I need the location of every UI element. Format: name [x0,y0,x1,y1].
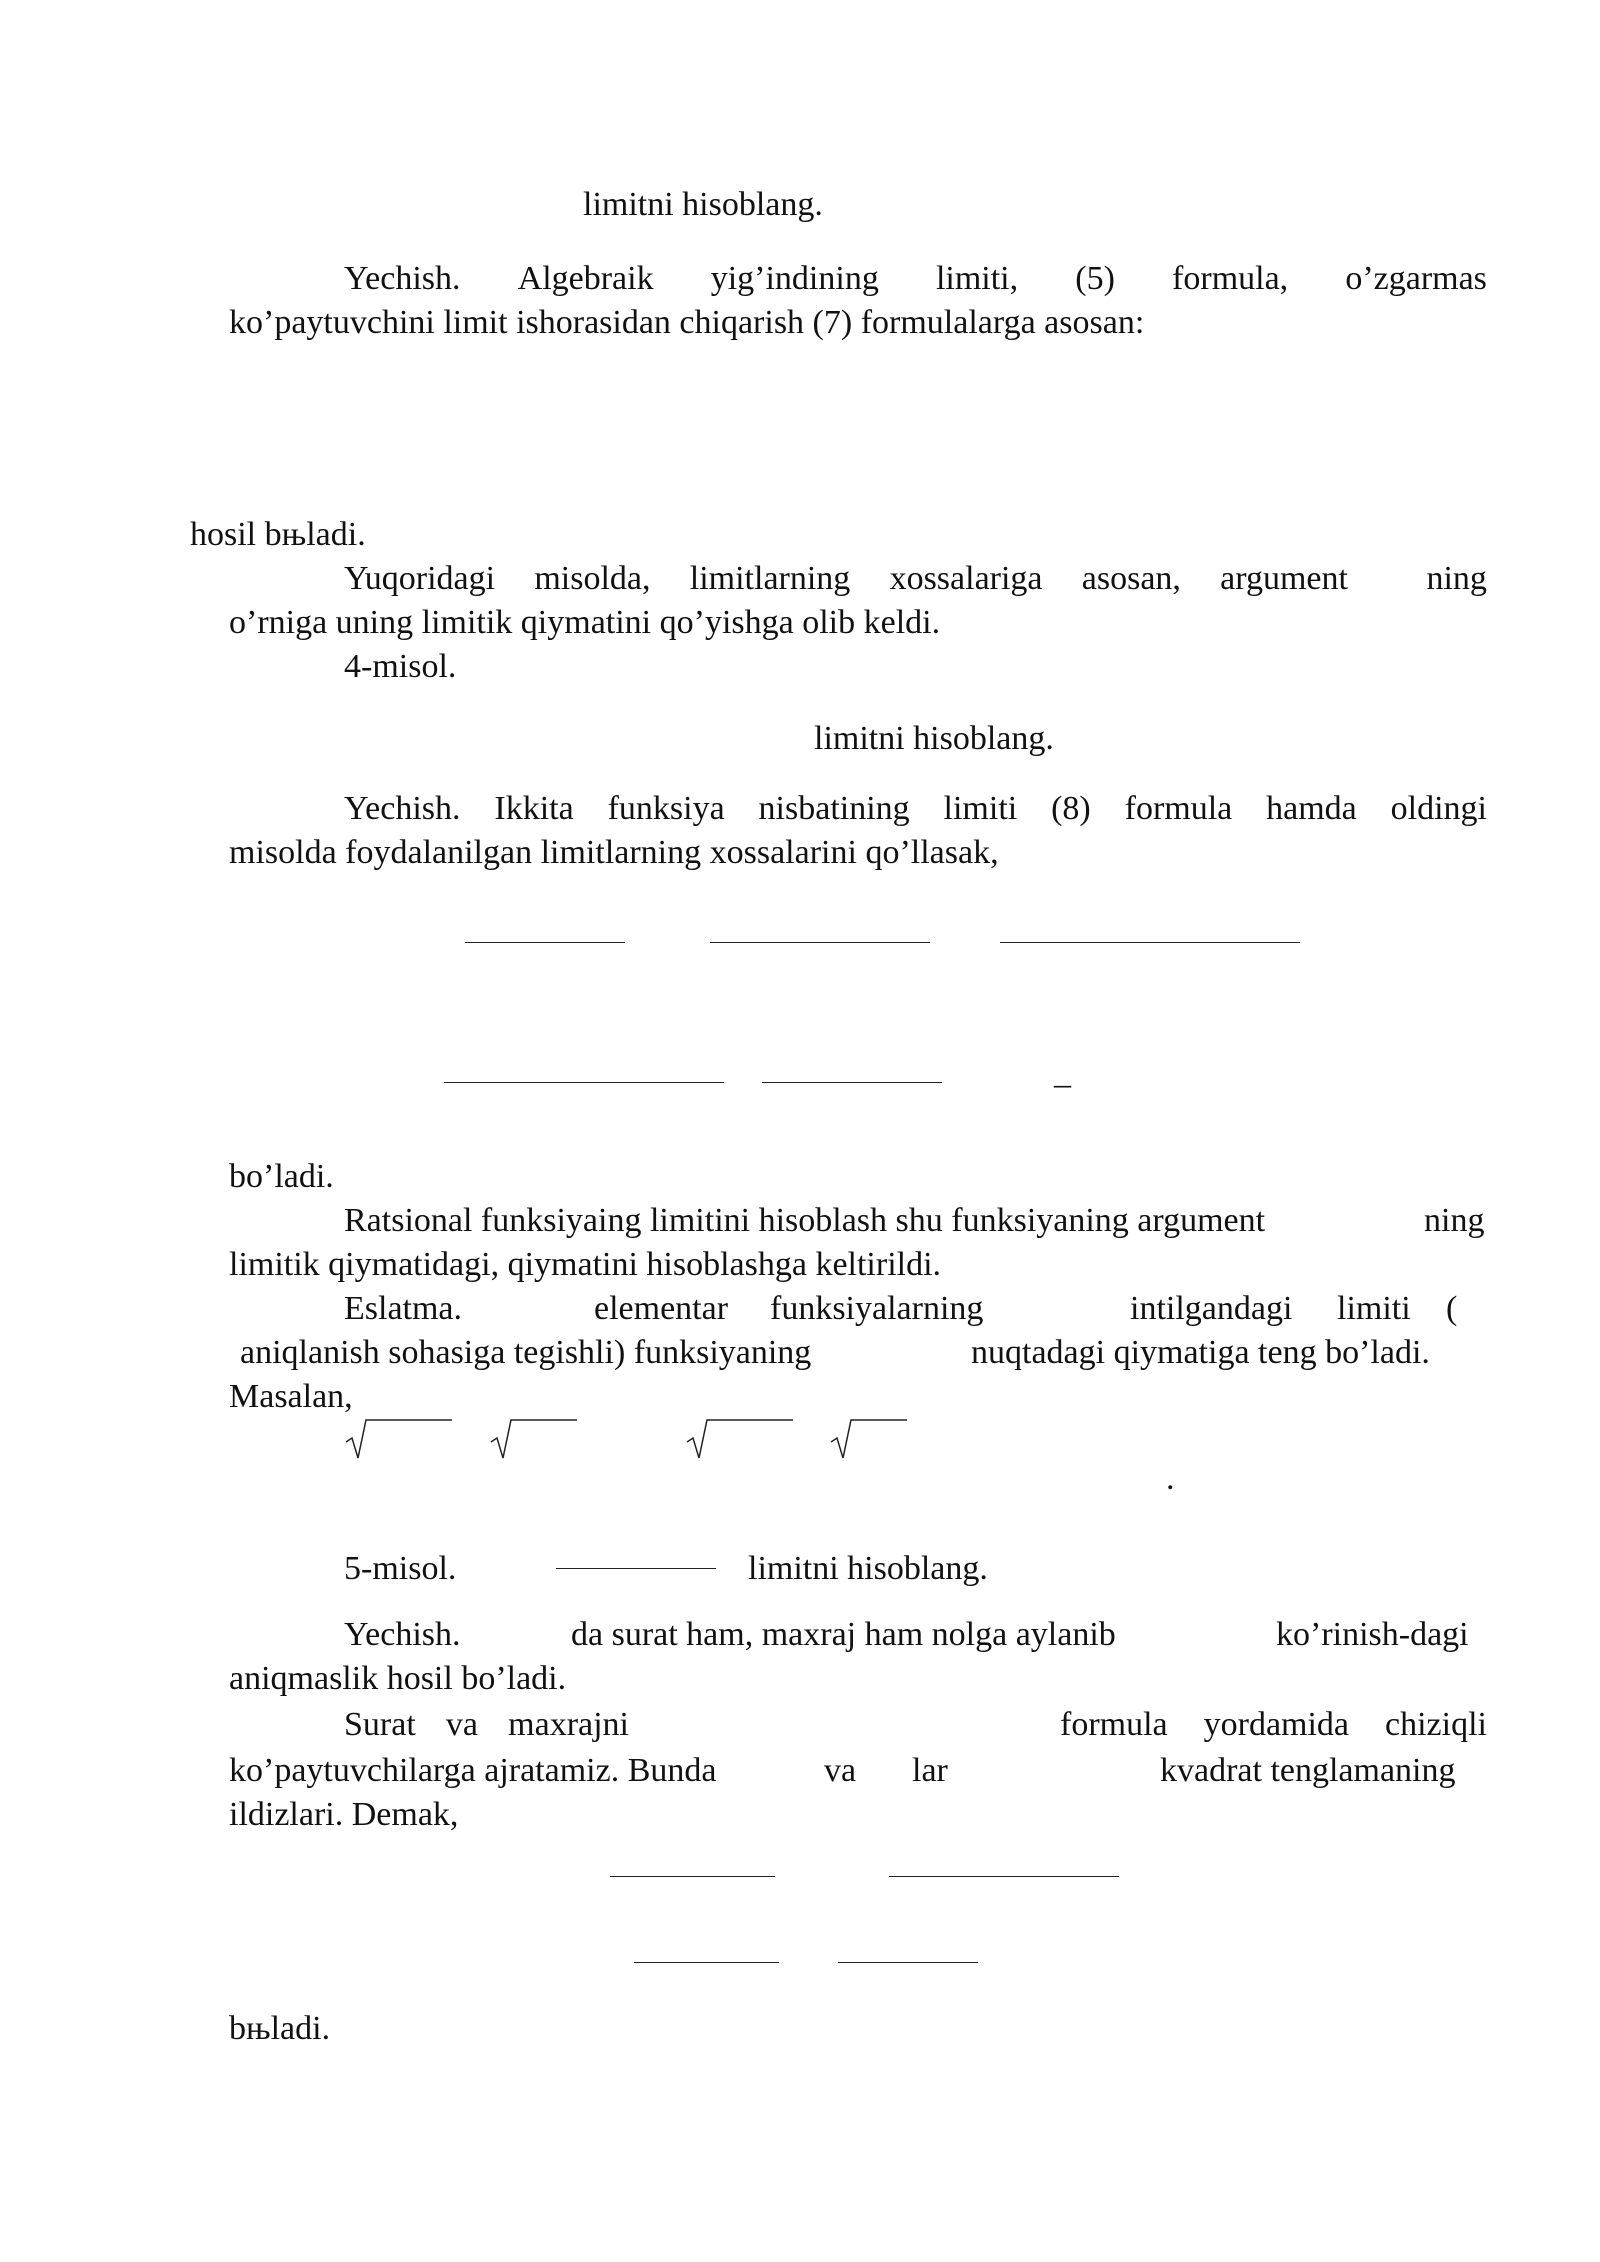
sqrt-symbol [344,1412,454,1462]
word: lar [912,1752,948,1789]
fraction-bar [889,1876,1119,1877]
word: ( [1446,1290,1458,1327]
word: elementar [594,1290,729,1327]
word: limiti [943,790,1018,827]
fraction-bar [444,1082,724,1083]
paragraph-yechish-3-end: ko’rinish-dagi [1276,1616,1469,1653]
paragraph-yechish-1-line1 [344,262,1487,296]
fraction-bar [1000,942,1300,943]
dash-mark: _ [1054,1054,1071,1091]
text-eslatma: Eslatma. [344,1290,463,1327]
fraction-bar [465,942,625,943]
fraction-bar [556,1568,716,1569]
paragraph-yechish-3-line2: aniqmaslik hosil bo’ladi. [229,1660,567,1697]
text-masalan: Masalan, [229,1378,353,1415]
paragraph-surat-line2-end: kvadrat tenglamaning [1160,1752,1456,1789]
word: va [445,1706,479,1743]
word: Ikkita [494,790,574,827]
word: Surat [344,1706,416,1743]
word: va [824,1752,857,1789]
paragraph-ratsional-line1: Ratsional funksiyaing limitini hisoblash shu funksiyaning argument [344,1202,1266,1239]
word: chiziqli [1385,1706,1487,1743]
word: limiti [1337,1290,1411,1327]
text-boladi: bo’ladi. [229,1158,334,1195]
text-limitni-hisoblang-3: limitni hisoblang. [748,1550,988,1587]
paragraph-yechish-2-line2: misolda foydalanilgan limitlarning xossalarini qo’llasak, [229,834,999,871]
paragraph-surat-line1b [1060,1708,1487,1742]
word: oldingi [1390,790,1487,827]
period-mark: . [1166,1460,1175,1497]
word: (8) [1051,790,1091,827]
paragraph-ratsional-ning: ning [1424,1202,1485,1239]
paragraph-surat-line2: ko’paytuvchilarga ajratamiz. Bunda [229,1752,717,1789]
word: o’zgarmas [1345,260,1487,297]
fraction-bar [762,1082,942,1083]
text-boladi-final: bњladi. [229,2010,331,2047]
paragraph-eslatma-line2-end: nuqtadagi qiymatiga teng bo’ladi. [971,1334,1430,1371]
word: yordamida [1203,1706,1350,1743]
word: yig’indining [710,260,879,297]
paragraph-surat-line1a [344,1708,629,1742]
text-yechish-3: Yechish. [344,1616,461,1653]
word: maxrajni [508,1706,629,1743]
word: Yechish. [344,260,461,297]
sqrt-symbol [685,1412,795,1462]
heading-4-misol: 4-misol. [344,648,457,685]
word: Algebraik [517,260,654,297]
word: asosan, [1081,560,1181,597]
word: funksiya [607,790,725,827]
text-limitni-hisoblang-2: limitni hisoblang. [814,720,1054,757]
word: funksiyalarning [770,1290,984,1327]
paragraph-yechish-1-line2: ko’paytuvchini limit ishorasidan chiqarish (7) formulalarga asosan: [229,304,1145,341]
paragraph-yuqoridagi-line1 [344,562,1487,596]
paragraph-yechish-2-line1 [344,792,1487,826]
sqrt-symbol [829,1412,909,1462]
sqrt-symbol [489,1412,579,1462]
word: formula, [1172,260,1289,297]
word: xossalariga [889,560,1043,597]
fraction-bar [610,1876,775,1877]
word: Yuqoridagi [344,560,496,597]
heading-5-misol: 5-misol. [344,1550,457,1587]
word: nisbatining [758,790,910,827]
word: misolda, [534,560,651,597]
fraction-bar [710,942,930,943]
word: limiti, [935,260,1019,297]
fraction-bar [634,1962,779,1963]
word: argument [1220,560,1348,597]
paragraph-yechish-3-mid: da surat ham, maxraj ham nolga aylanib [571,1616,1116,1653]
fraction-bar [838,1962,978,1963]
word: Yechish. [344,790,461,827]
text-hosil-boladi: hosil bњladi. [190,516,366,553]
paragraph-ratsional-line2: limitik qiymatidagi, qiymatini hisoblashga keltirildi. [229,1246,942,1283]
word: hamda [1266,790,1357,827]
word: limitlarning [689,560,851,597]
word: formula [1060,1706,1168,1743]
text-limitni-hisoblang-1: limitni hisoblang. [583,186,823,223]
word: (5) [1075,260,1115,297]
word: formula [1124,790,1233,827]
paragraph-surat-line3: ildizlari. Demak, [229,1796,459,1833]
word: ning [1426,560,1487,597]
paragraph-eslatma-line2: aniqlanish sohasiga tegishli) funksiyaning [240,1334,812,1371]
paragraph-yuqoridagi-line2: o’rniga uning limitik qiymatini qo’yishga olib keldi. [229,604,941,641]
word: intilgandagi [1130,1290,1293,1327]
